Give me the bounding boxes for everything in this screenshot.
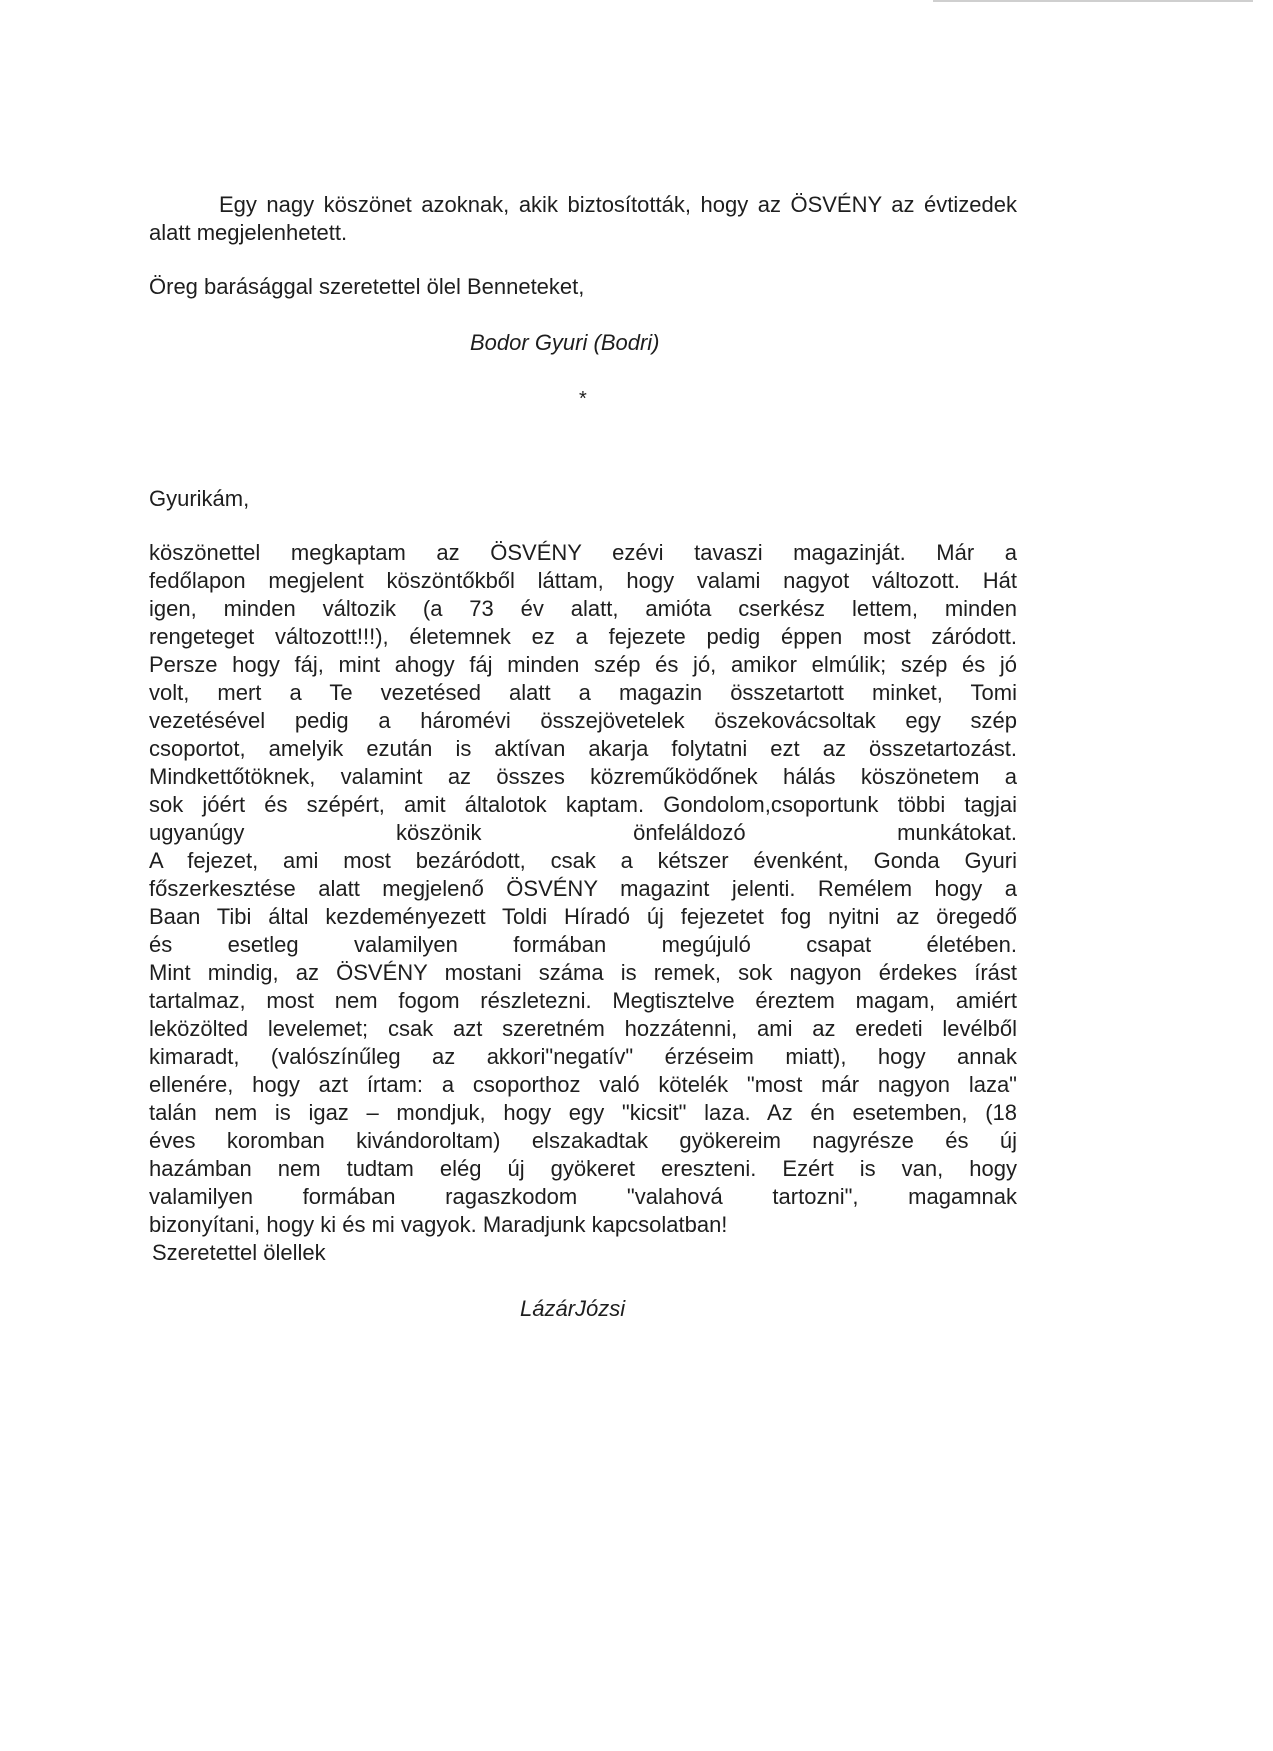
body-line: A fejezet, ami most bezáródott, csak a kétszer évenként, Gonda Gyuri — [149, 848, 1017, 873]
body-line: csoportot, amelyik ezután is aktívan akarja folytatni ezt az összetartozást. — [149, 736, 1017, 761]
body-line: tartalmaz, most nem fogom részletezni. Megtisztelve éreztem magam, amiért — [149, 988, 1017, 1013]
body-line: főszerkesztése alatt megjelenő ÖSVÉNY magazint jelenti. Remélem hogy a — [149, 876, 1017, 901]
body-line: vezetésével pedig a háromévi összejövetelek öszekovácsoltak egy szép — [149, 708, 1017, 733]
salutation: Gyurikám, — [149, 486, 250, 511]
body-line: talán nem is igaz – mondjuk, hogy egy "kicsit" laza. Az én esetemben, (18 — [149, 1100, 1017, 1125]
body-line: ellenére, hogy azt írtam: a csoporthoz való kötelék "most már nagyon laza" — [149, 1072, 1017, 1097]
body-line: volt, mert a Te vezetésed alatt a magazin összetartott minket, Tomi — [149, 680, 1017, 705]
closing-line: Szeretettel ölellek — [152, 1240, 326, 1265]
scan-edge-mark — [933, 0, 1253, 2]
body-line: kimaradt, (valószínűleg az akkori"negatív" érzéseim miatt), hogy annak — [149, 1044, 1017, 1069]
body-line: és esetleg valamilyen formában megújuló csapat életében. — [149, 932, 1017, 957]
letter-page — [149, 191, 1017, 1323]
body-line: leközölted levelemet; csak azt szeretném hozzátenni, ami az eredeti levélből — [149, 1016, 1017, 1041]
letter-body — [149, 539, 1017, 1239]
body-line: Baan Tibi által kezdeményezett Toldi Híradó új fejezetet fog nyitni az öregedő — [149, 904, 1017, 929]
body-line: igen, minden változik (a 73 év alatt, amióta cserkész lettem, minden — [149, 596, 1017, 621]
body-line: Mindkettőtöknek, valamint az összes közreműködőnek hálás köszönetem a — [149, 764, 1017, 789]
separator-star: * — [579, 388, 587, 410]
greeting-line: Öreg barásággal szeretettel ölel Benneteket, — [149, 274, 585, 299]
body-line: Persze hogy fáj, mint ahogy fáj minden szép és jó, amikor elmúlik; szép és jó — [149, 652, 1017, 677]
body-line: ugyanúgy köszönik önfeláldozó munkátokat. — [149, 820, 1017, 845]
body-line: bizonyítani, hogy ki és mi vagyok. Maradjunk kapcsolatban! — [149, 1212, 728, 1237]
body-line: köszönettel megkaptam az ÖSVÉNY ezévi tavaszi magazinját. Már a — [149, 540, 1017, 565]
body-line: valamilyen formában ragaszkodom "valahová tartozni", magamnak — [149, 1184, 1017, 1209]
signature-lazar: LázárJózsi — [520, 1296, 626, 1321]
body-line: éves koromban kivándoroltam) elszakadtak gyökereim nagyrésze és új — [149, 1128, 1017, 1153]
body-line: sok jóért és szépért, amit általotok kaptam. Gondolom,csoportunk többi tagjai — [149, 792, 1017, 817]
body-line: rengeteget változott!!!), életemnek ez a fejezete pedig éppen most záródott. — [149, 624, 1017, 649]
body-line: Mint mindig, az ÖSVÉNY mostani száma is remek, sok nagyon érdekes írást — [149, 960, 1017, 985]
body-line: fedőlapon megjelent köszöntőkből láttam, hogy valami nagyot változott. Hát — [149, 568, 1017, 593]
body-line: hazámban nem tudtam elég új gyökeret ereszteni. Ezért is van, hogy — [149, 1156, 1017, 1181]
signature-bodor: Bodor Gyuri (Bodri) — [470, 330, 660, 355]
thanks-paragraph: Egy nagy köszönet azoknak, akik biztosították, hogy az ÖSVÉNY az évtizedek alatt megjelenhetett. — [149, 192, 1017, 245]
